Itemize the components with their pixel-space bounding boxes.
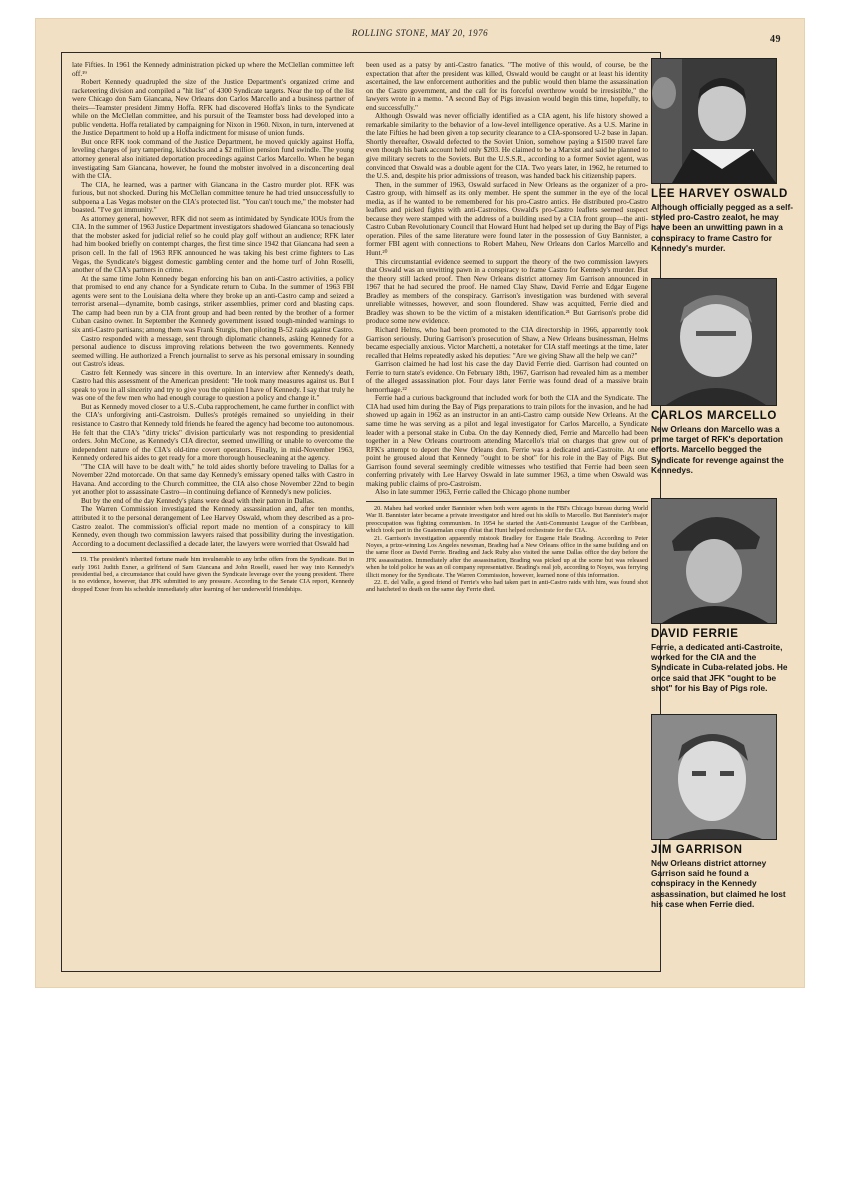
marcello-photo [651,278,777,406]
sidebar-entry-garrison [651,714,793,909]
magazine-page [35,18,805,988]
paragraph: been used as a patsy by anti-Castro fanatics. "The motive of this would, of course, be the expectation that after the president was killed, Oswald would be caught or at least his identity ascertained, the law enforcement authorities and the public would then blame the assassination on the Castro government, and the call for its forceful overthrow would be irresistible," the lawyers wrote in a memo. "A second Bay of Pigs invasion would begin this time, hopefully, to end successfully." [366,61,648,112]
paragraph: Then, in the summer of 1963, Oswald surfaced in New Orleans as the organizer of a pro-Castro group, with himself as its only member. He spent the summer in the eye of the local media, as if he wanted to be remembered for his pro-Castro antics. He distributed pro-Castro leaflets and picked fights with anti-Castroites. Oswald's pro-Castro leaflets seemed suspect because they were stamped with the address of a building used by a CIA front group—the anti-Castro Cuban Revolutionary Council that Howard Hunt had helped set up during the Bay of Pigs operation. Piles of the same literature were found later in the possession of Guy Bannister, a former FBI agent with connections to Robert Maheu, New Orleans don Carlos Marcello and Hunt.²⁰ [366,180,648,258]
garrison-caption: New Orleans district attorney Garrison said he found a conspiracy in the Kennedy assassination, but claimed he lost his case when Ferrie died. [651,858,786,909]
paragraph: But as Kennedy moved closer to a U.S.-Cuba rapprochement, he came further in conflict with the CIA's unforgiving anti-Castroism. Dulles's protégés remained so unyielding in their resistance to Castro that Kennedy told friends he feared the agency had become too autonomous. He felt that the CIA's "dirty tricks" division particularly was not responding to presidential orders. John McCone, as Kennedy's CIA director, seemed unwilling or unable to overcome the independent nature of the CIA's old-time covert operators. Finally, in mid-November 1963, Kennedy ordered his aides to get ready for a more thorough housecleaning at the agency. [72,402,354,463]
paragraph: Garrison claimed he had lost his case the day David Ferrie died. Garrison had counted on Ferrie to turn state's evidence. On February 18th, 1967, Garrison had revealed him as a member of the alleged assassination plot. Four days later Ferrie was found dead of a massive brain hemorrhage.²² [366,360,648,394]
paragraph: Castro responded with a message, sent through diplomatic channels, asking Kennedy for a personal audience to discuss improving relations between the two governments. Kennedy seemed willing. He authorized a French journalist to serve as his personal emissary in sounding out Castro's ideas. [72,334,354,369]
sidebar-entry-ferrie [651,498,793,693]
footnotes [72,552,354,593]
oswald-name: LEE HARVEY OSWALD [651,188,788,200]
paragraph: late Fifties. In 1961 the Kennedy administration picked up where the McClellan committee left off.¹⁹ [72,61,354,78]
paragraph: But once RFK took command of the Justice Department, he moved quickly against Hoffa, leveling charges of jury tampering, kickbacks and a $2 million pension fund swindle. The young attorney general also initiated deportation proceedings against Carlos Marcello. When he began investigating Sam Giancana, however, he found the mobster involved in a disconcerting deal with the CIA. [72,137,354,181]
left-column [72,61,354,963]
paragraph: Robert Kennedy quadrupled the size of the Justice Department's organized crime and racketeering division and compiled a "hit list" of 4300 Syndicate targets. Near the top of the list were Chicago don Sam Giancana, New Orleans don Carlos Marcello and a business partner of theirs—Teamster president Jimmy Hoffa. RFK had discovered Hoffa's links to the Syndicate while on the McClellan committee, and his pursuit of the Teamster boss had developed into a public vendetta. Hoffa retaliated by campaigning for Nixon in 1960. Nixon, in turn, intervened at the Justice Department to hold up a Hoffa indictment for misuse of union funds. [72,78,354,138]
paragraph: The Warren Commission investigated the Kennedy assassination and, after ten months, attributed it to the personal derangement of Lee Harvey Oswald, whom they described as a pro-Castro zealot. The commission's official report made no mention of a conspiracy to kill Kennedy, even though two commission lawyers raised that possibility during the investigation. According to a document declassified a decade later, the lawyers were worried that Oswald had [72,505,354,548]
paragraph: Also in late summer 1963, Ferrie called the Chicago phone number [375,488,571,497]
paragraph: But by the end of the day Kennedy's plans were dead with their patron in Dallas. [81,496,315,505]
running-head: ROLLING STONE, MAY 20, 1976 [351,28,489,38]
paragraph: Richard Helms, who had been promoted to the CIA directorship in 1966, apparently took Garrison seriously. During Garrison's prosecution of Shaw, a New Orleans businessman, Helms became especially anxious. Victor Marchetti, a notetaker for CIA staff meetings at the time, later recalled that Helms repeatedly asked his deputies: "Are we giving Shaw all the help we can?" [366,325,648,360]
footnote: 22. E. del Valle, a good friend of Ferrie's who had taken part in anti-Castro raids with him, was found shot and hatcheted to death on the same day Ferrie died. [366,578,648,594]
ferrie-name: DAVID FERRIE [651,628,739,640]
garrison-photo [651,714,777,840]
oswald-caption: Although officially pegged as a self-styled pro-Castro zealot, he may have been an unwitting pawn in a conspiracy to frame Castro for Kennedy's murder. [651,202,793,253]
right-column [366,61,648,963]
footnote: 19. The president's inherited fortune made him invulnerable to any bribe offers from the Syndicate. But in early 1961 Judith Exner, a girlfriend of Sam Giancana and John Roselli, eased her way into Kennedy's presidential bed, a circumstance that could have given the Syndicate leverage over the young president. There is no evidence, however, that JFK submitted to any pressure. According to the Senate CIA report, Kennedy dropped Exner from his schedule immediately after learning of her underworld friendships. [72,556,354,593]
oswald-photo [651,58,777,184]
paragraph: Although Oswald was never officially identified as a CIA agent, his life history showed a remarkable similarity to the behavior of a low-level intelligence operative. As a U.S. Marine in the late Fifties he had been given a top security clearance to a CIA-sponsored U-2 base in Japan. Shortly thereafter, Oswald defected to the Soviet Union, somehow paying a $1500 travel fare even though his bank account held only $203. He claimed to be a Marxist and said he planned to give military secrets to the Soviets. But the U.S.S.R., according to a former Soviet agent, was convinced that Oswald was a double agent for the CIA. Two years later, in 1962, he returned to the U.S. and, despite his prior admissions of treason, was handed back his citizenship papers. [366,112,648,181]
paragraph: Ferrie had a curious background that included work for both the CIA and the Syndicate. The CIA had used him during the Bay of Pigs preparations to train pilots for the invasion, and he had showed up again in 1962 as an instructor in an anti-Castro camp outside New Orleans. At the same time he was serving as a pilot and legal investigator for Carlos Marcello, a Syndicate leader with a personal stake in Cuba. On the day Kennedy died, Ferrie and Marcello had been together in a New Orleans courtroom attending Marcello's trial on charges that grew out of RFK's attempt to deport the New Orleans don. Ferrie was a dedicated anti-Castroite. At one point he groused aloud that Kennedy "ought to be shot" for his role in the Bay of Pigs. But Garrison found several seemingly credible witnesses who testified that Ferrie had been seen conferring privately with Lee Harvey Oswald in late summer 1963, a time when Oswald was making public claims of pro-Castroism. [366,394,648,488]
page-number: 49 [770,34,781,45]
garrison-name: JIM GARRISON [651,844,743,856]
page-header [35,28,805,45]
marcello-name: CARLOS MARCELLO [651,410,777,422]
paragraph: At the same time John Kennedy began enforcing his ban on anti-Castro activities, a policy that promised to end any chance for a Syndicate return to Cuba. In the summer of 1963 FBI agents were sent to the Louisiana delta where they broke up an anti-Castro camp and seized a terrorist arsenal—dynamite, bomb casings, striker assemblies, primer cord and blasting caps. The camp had been run by a CIA front group and had been rented by the brother of a former Cuban casino owner. In September the Kennedy government issued tough-minded warnings to six anti-Castro partisans; among them was Frank Sturgis, then piloting B-52 raids against Castro. [72,274,354,334]
ferrie-photo [651,498,777,624]
paragraph: This circumstantial evidence seemed to support the theory of the two commission lawyers that Oswald was an unwitting pawn in a conspiracy to frame Castro for Kennedy's murder. But the theory still lacked proof. Then New Orleans district attorney Jim Garrison announced in 1967 that he had secured the proof. He named Clay Shaw, David Ferrie and Edgar Eugene Bradley as members of the conspiracy. Garrison's investigation was burdened with several unreliable witnesses, however, and soon floundered. Shaw was acquitted, Ferrie died and Bradley was shown to be the victim of a mistaken identification.²¹ But Garrison's probe did produce some new evidence. [366,257,648,326]
sidebar-entry-marcello [651,278,793,475]
footnotes [366,501,648,594]
paragraph: As attorney general, however, RFK did not seem as intimidated by Syndicate IOUs from the CIA. In the summer of 1963 Justice Department investigators shadowed Giancana so tenaciously that the mobster asked for judicial relief so he could play golf without an audience; RFK later had him booked briefly on contempt charges, the first time since 1942 that Giancana had seen a prison cell. In the fall of 1963 RFK announced he was taking his best crime fighters to Las Vegas, the Syndicate's biggest domestic gambling center and the home turf of John Roselli, another of the CIA's partners in crime. [72,214,354,275]
paragraph: The CIA, he learned, was a partner with Giancana in the Castro murder plot. RFK was furious, but not shocked. During his McClellan committee tenure he had tried unsuccessfully to subpoena a Las Vegas mobster on the CIA's protected list. "You can't touch me," the mobster had boasted. "I've got immunity." [72,180,354,215]
footnote: 21. Garrison's investigation apparently mistook Bradley for Eugene Hale Brading. According to Peter Noyes, a prize-winning Los Angeles newsman, Brading had a New Orleans office in the same building and on the same floor as David Ferrie. Brading and Jack Ruby also visited the same Dallas office the day before the JFK assassination. Immediately after the assassination, Brading was picked up at the scene but was released when he told police he was an oil company representative. Brading's real job, according to Noyes, was ferrying illicit money for the Syndicate. The Warren Commission, however, learned none of this information. [366,534,648,579]
marcello-caption: New Orleans don Marcello was a prime target of RFK's deportation efforts. Marcello begged the Syndicate for revenge against the Kennedys. [651,424,784,475]
sidebar-entry-oswald [651,58,793,253]
paragraph: Castro felt Kennedy was sincere in this overture. In an interview after Kennedy's death, Castro had this assessment of the American president: "He took many measures against us. But I speak to you in all sincerity and try to give you the opinion I have of Kennedy. I say that truly he was one of the few men who had enough courage to question a policy and change it." [72,368,354,403]
ferrie-caption: Ferrie, a dedicated anti-Castroite, worked for the CIA and the Syndicate in Cuba-related jobs. He once said that JFK "ought to be shot" for his Bay of Pigs role. [651,642,788,693]
paragraph: "The CIA will have to be dealt with," he told aides shortly before traveling to Dallas for a November 22nd motorcade. On that same day Kennedy's emissary opened talks with Castro in Havana. And according to the Church committee, the CIA also chose November 22nd to begin yet another plot to assassinate Castro—in continuing defiance of Kennedy's new policies. [72,462,354,497]
footnote: 20. Maheu had worked under Bannister when both were agents in the FBI's Chicago bureau during World War II. Bannister later became a private investigator and hired out his skills to Marcello. But Bannister's major preoccupation was fighting communism. In 1954 he started the Anti-Communist League of the Caribbean, which took part in the Guatemalan coup d'état that Hunt helped orchestrate for the CIA. [366,504,648,535]
article-frame [61,52,661,972]
